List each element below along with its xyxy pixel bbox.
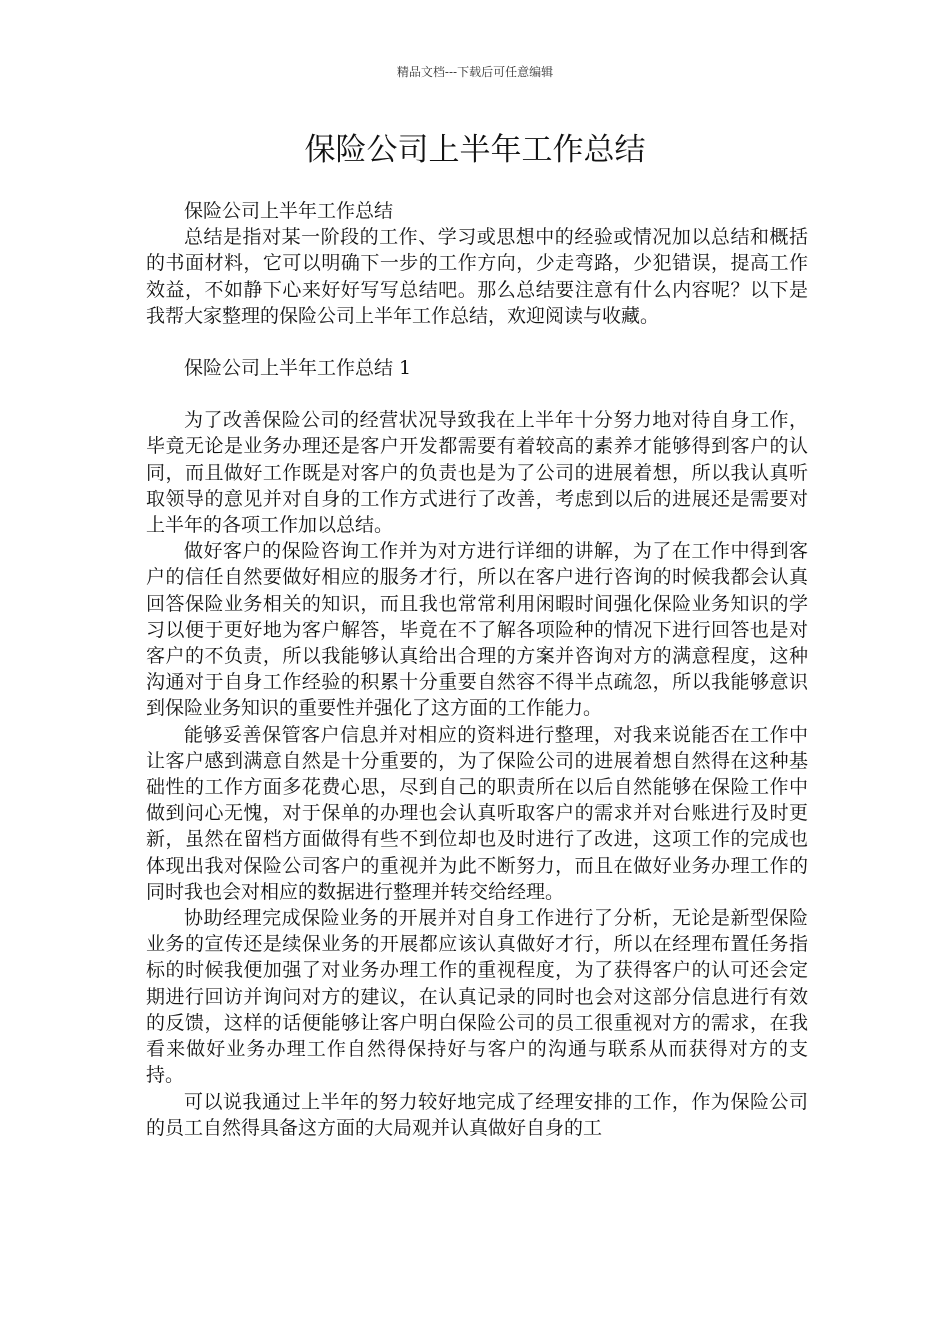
body-paragraph: 做好客户的保险咨询工作并为对方进行详细的讲解，为了在工作中得到客户的信任自然要做好相应的服务才行，所以在客户进行咨询的时候我都会认真回答保险业务相关的知识，而且我也常常利用闲暇时间强化保险业务知识的学习以便于更好地为客户解答，毕竟在不了解各项险种的情况下进行回答也是对客户的不负责，所以我能够认真给出合理的方案并咨询对方的满意程度，这种沟通对于自身工作经验的积累十分重要自然容不得半点疏忽，所以我能够意识到保险业务知识的重要性并强化了这方面的工作能力。 <box>146 540 808 720</box>
intro-paragraph: 总结是指对某一阶段的工作、学习或思想中的经验或情况加以总结和概括的书面材料，它可以明确下一步的工作方向，少走弯路，少犯错误，提高工作效益，不如静下心来好好写写总结吧。那么总结要注意有什么内容呢？以下是我帮大家整理的保险公司上半年工作总结，欢迎阅读与收藏。 <box>146 226 808 327</box>
body-paragraph: 协助经理完成保险业务的开展并对自身工作进行了分析，无论是新型保险业务的宣传还是续保业务的开展都应该认真做好才行，所以在经理布置任务指标的时候我便加强了对业务办理工作的重视程度，为了获得客户的认可还会定期进行回访并询问对方的建议，在认真记录的同时也会对这部分信息进行有效的反馈，这样的话便能够让客户明白保险公司的员工很重视对方的需求，在我看来做好业务办理工作自然得保持好与客户的沟通与联系从而获得对方的支持。 <box>146 907 808 1087</box>
body-paragraph: 能够妥善保管客户信息并对相应的资料进行整理，对我来说能否在工作中让客户感到满意自然是十分重要的，为了保险公司的进展着想自然得在这种基础性的工作方面多花费心思，尽到自己的职责所在以后自然能够在保险工作中做到问心无愧，对于保单的办理也会认真听取客户的需求并对台账进行及时更新，虽然在留档方面做得有些不到位却也及时进行了改进，这项工作的完成也体现出我对保险公司客户的重视并为此不断努力，而且在做好业务办理工作的同时我也会对相应的数据进行整理并转交给经理。 <box>146 723 808 903</box>
header-note: 精品文档---下载后可任意编辑 <box>396 65 554 79</box>
document-body <box>146 198 808 1141</box>
spacer <box>146 329 808 355</box>
body-paragraph: 可以说我通过上半年的努力较好地完成了经理安排的工作，作为保险公司的员工自然得具备这方面的大局观并认真做好自身的工 <box>146 1090 808 1139</box>
spacer <box>146 381 808 407</box>
document-title: 保险公司上半年工作总结 <box>304 132 646 168</box>
body-paragraph: 为了改善保险公司的经营状况导致我在上半年十分努力地对待自身工作，毕竟无论是业务办理还是客户开发都需要有着较高的素养才能够得到客户的认同，而且做好工作既是对客户的负责也是为了公司的进展着想，所以我认真听取领导的意见并对自身的工作方式进行了改善，考虑到以后的进展还是需要对上半年的各项工作加以总结。 <box>146 409 808 537</box>
intro-heading: 保险公司上半年工作总结 <box>184 200 394 222</box>
section-heading: 保险公司上半年工作总结 1 <box>184 357 412 380</box>
